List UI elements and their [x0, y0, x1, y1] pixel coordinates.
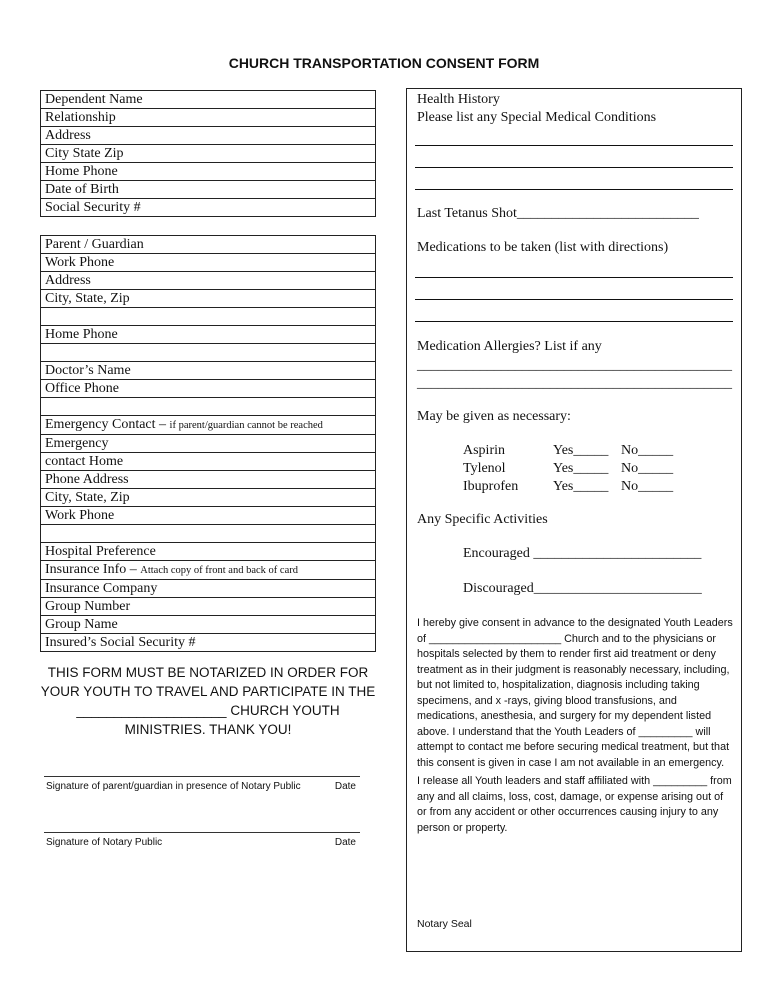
parent-signature-line[interactable]: [44, 776, 360, 777]
field-label: Social Security #: [41, 199, 376, 217]
med-name: Ibuprofen: [463, 479, 519, 494]
form-cell[interactable]: [41, 398, 376, 416]
yes-field[interactable]: Yes_____: [553, 443, 609, 458]
form-cell[interactable]: [41, 308, 376, 326]
form-cell[interactable]: [41, 507, 376, 525]
may-be-given-label: May be given as necessary:: [417, 409, 571, 424]
medications-line[interactable]: [415, 321, 733, 322]
form-row[interactable]: [41, 163, 376, 181]
form-row[interactable]: [41, 344, 376, 362]
form-cell[interactable]: [41, 616, 376, 634]
field-label: contact Home: [45, 454, 124, 469]
form-row[interactable]: [41, 507, 376, 525]
form-row[interactable]: [41, 127, 376, 145]
form-cell[interactable]: [41, 380, 376, 398]
form-row[interactable]: [41, 543, 376, 561]
med-row: [463, 478, 673, 496]
field-label: Insured’s Social Security #: [45, 635, 196, 650]
form-row[interactable]: [41, 416, 376, 435]
field-label: Phone Address: [45, 472, 129, 487]
form-cell[interactable]: [41, 471, 376, 489]
form-row[interactable]: [41, 561, 376, 580]
field-label: Emergency Contact –: [45, 417, 170, 432]
form-cell[interactable]: [41, 290, 376, 308]
no-field[interactable]: No_____: [621, 479, 674, 494]
date-label: Date: [334, 837, 356, 848]
allergies-line[interactable]: _____________________________________________: [417, 358, 732, 373]
otc-meds-list: [463, 442, 673, 496]
discouraged-field[interactable]: Discouraged________________________: [463, 581, 702, 596]
form-cell[interactable]: [41, 580, 376, 598]
form-cell[interactable]: [41, 543, 376, 561]
form-row[interactable]: [41, 598, 376, 616]
form-row[interactable]: [41, 254, 376, 272]
form-cell[interactable]: [41, 598, 376, 616]
field-label: City, State, Zip: [45, 490, 130, 505]
form-row[interactable]: [41, 580, 376, 598]
form-row[interactable]: [41, 453, 376, 471]
field-label: Dependent Name: [41, 91, 376, 109]
form-row[interactable]: [41, 616, 376, 634]
conditions-line[interactable]: [415, 189, 733, 190]
field-label: City State Zip: [41, 145, 376, 163]
form-row[interactable]: [41, 308, 376, 326]
form-cell[interactable]: [41, 272, 376, 290]
guardian-info-table: [40, 235, 376, 652]
form-row[interactable]: [41, 489, 376, 507]
release-paragraph: I release all Youth leaders and staff affiliated with _________ from any and all claims, loss, cost, damage, or expense arising out of or from any accident or other occurrences causing injury to any person or property.: [417, 775, 732, 834]
form-row[interactable]: [41, 525, 376, 543]
field-label: Home Phone: [45, 327, 118, 342]
sig-label: Signature of parent/guardian in presence of Notary Public: [46, 781, 301, 792]
field-label: Insurance Info –: [45, 562, 141, 577]
field-label: Emergency: [45, 436, 109, 451]
form-cell[interactable]: [41, 561, 376, 580]
field-label: Address: [41, 127, 376, 145]
sig-label: Signature of Notary Public: [46, 837, 163, 848]
date-label: Date: [334, 781, 356, 792]
form-cell[interactable]: [41, 489, 376, 507]
form-cell[interactable]: [41, 416, 376, 435]
form-row[interactable]: [41, 272, 376, 290]
field-label: Relationship: [41, 109, 376, 127]
field-label: Hospital Preference: [45, 544, 156, 559]
field-label: Address: [45, 273, 91, 288]
form-row[interactable]: [41, 326, 376, 344]
form-cell[interactable]: [41, 326, 376, 344]
yes-field[interactable]: Yes_____: [553, 461, 609, 476]
field-label: Insurance Company: [45, 581, 158, 596]
form-row[interactable]: [41, 435, 376, 453]
med-name: Tylenol: [463, 461, 506, 476]
form-cell[interactable]: [41, 435, 376, 453]
field-label: Office Phone: [45, 381, 119, 396]
form-row[interactable]: [41, 199, 376, 217]
form-row[interactable]: [41, 634, 376, 652]
field-label: Home Phone: [41, 163, 376, 181]
form-row[interactable]: [41, 181, 376, 199]
medications-label: Medications to be taken (list with directions): [417, 240, 669, 255]
form-row[interactable]: [41, 109, 376, 127]
form-row[interactable]: [41, 91, 376, 109]
no-field[interactable]: No_____: [621, 443, 674, 458]
medications-line[interactable]: [415, 277, 733, 278]
field-label: Work Phone: [45, 255, 115, 270]
form-row[interactable]: [41, 380, 376, 398]
field-label: Group Name: [45, 617, 118, 632]
field-label: City, State, Zip: [45, 291, 130, 306]
notarize-notice: THIS FORM MUST BE NOTARIZED IN ORDER FOR YOUR YOUTH TO TRAVEL AND PARTICIPATE IN THE ____________________ CHURCH YOUTH MINISTRIES. THANK YOU!: [40, 665, 376, 737]
form-cell[interactable]: [41, 344, 376, 362]
conditions-line[interactable]: [415, 167, 733, 168]
field-label: Doctor’s Name: [45, 363, 131, 378]
form-cell[interactable]: [41, 362, 376, 380]
medications-line[interactable]: [415, 299, 733, 300]
form-title: CHURCH TRANSPORTATION CONSENT FORM: [228, 55, 540, 71]
form-row[interactable]: [41, 362, 376, 380]
form-cell[interactable]: [41, 525, 376, 543]
form-cell[interactable]: [41, 634, 376, 652]
field-label: Date of Birth: [41, 181, 376, 199]
consent-paragraph: I hereby give consent in advance to the designated Youth Leaders of ______________________ Church and to the physicians or hospitals selected by them to render first aid treatment or deny treatment as in their judgment is reasonably necessary, including, but not limited to, hospitalization, diagnosis including taking specimens, and x -rays, giving blood transfusions, and medications, anesthesia, and surgery for my dependent listed above. I understand that the Youth Leaders of _________ will attempt to contact me before securing medical treatment, but that this consent is given in case I am not available in an emergency.: [417, 617, 733, 769]
tetanus-field[interactable]: Last Tetanus Shot__________________________: [417, 206, 699, 221]
notary-signature-label: [46, 837, 356, 848]
form-row[interactable]: [41, 236, 376, 254]
form-cell[interactable]: [41, 453, 376, 471]
med-row: [463, 460, 673, 478]
health-history-heading: Health History: [417, 92, 500, 107]
notary-seal-label: Notary Seal: [417, 918, 472, 930]
no-field[interactable]: No_____: [621, 461, 674, 476]
form-cell[interactable]: [41, 236, 376, 254]
encouraged-field[interactable]: Encouraged ________________________: [463, 546, 702, 561]
med-name: Aspirin: [463, 443, 505, 458]
field-label: Group Number: [45, 599, 131, 614]
special-conditions-label: Please list any Special Medical Conditions: [417, 110, 657, 125]
form-cell[interactable]: [41, 254, 376, 272]
field-label: Work Phone: [45, 508, 115, 523]
notary-signature-line[interactable]: [44, 832, 360, 833]
dependent-info-table: [40, 90, 376, 217]
field-note: if parent/guardian cannot be reached: [169, 420, 323, 431]
conditions-line[interactable]: [415, 145, 733, 146]
form-row[interactable]: [41, 398, 376, 416]
form-row[interactable]: [41, 471, 376, 489]
allergies-line[interactable]: _____________________________________________: [417, 376, 732, 391]
field-note: Attach copy of front and back of card: [140, 565, 298, 576]
yes-field[interactable]: Yes_____: [553, 479, 609, 494]
form-row[interactable]: [41, 145, 376, 163]
allergies-label: Medication Allergies? List if any: [417, 339, 602, 354]
health-consent-box: [406, 88, 742, 952]
parent-signature-label: [46, 781, 356, 792]
field-label: Parent / Guardian: [45, 237, 144, 252]
form-row[interactable]: [41, 290, 376, 308]
activities-label: Any Specific Activities: [417, 512, 548, 527]
med-row: [463, 442, 673, 460]
